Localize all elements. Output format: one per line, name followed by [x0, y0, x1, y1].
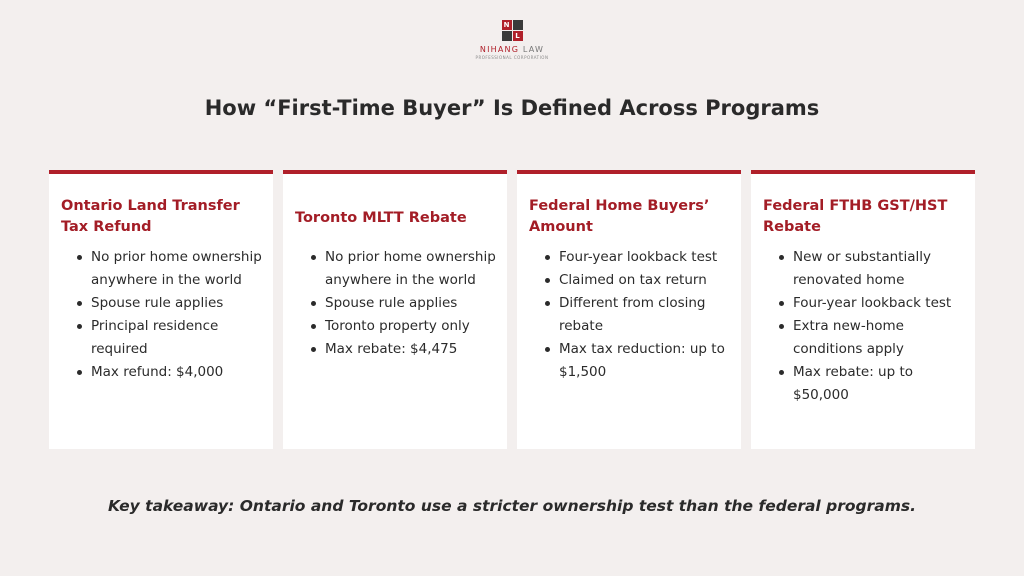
- bullet-item: Different from closing rebate: [545, 292, 731, 338]
- card-title: Federal Home Buyers’ Amount: [529, 198, 710, 235]
- card-title: Toronto MLTT Rebate: [295, 209, 467, 226]
- card-title: Federal FTHB GST/HST Rebate: [763, 198, 948, 235]
- bullet-item: No prior home ownership anywhere in the world: [311, 246, 497, 292]
- bullet-item: Four-year lookback test: [545, 246, 731, 269]
- bullet-item: Claimed on tax return: [545, 269, 731, 292]
- bullet-item: Principal residence required: [77, 315, 263, 361]
- bullet-item: Max rebate: up to $50,000: [779, 361, 965, 407]
- card-title: Ontario Land Transfer Tax Refund: [61, 198, 240, 235]
- logo-mark-cell: [513, 20, 523, 30]
- card-bullets: [529, 246, 731, 384]
- card-federal-fthb-gst-hst-rebate: [751, 170, 975, 449]
- logo-subtitle: PROFESSIONAL CORPORATION: [475, 55, 549, 60]
- bullet-item: Max rebate: $4,475: [311, 338, 497, 361]
- card-toronto-mltt-rebate: [283, 170, 507, 449]
- logo-name: [480, 45, 544, 54]
- logo-name-secondary: LAW: [522, 45, 545, 54]
- page-title: How “First-Time Buyer” Is Defined Across Programs: [204, 96, 820, 120]
- logo-mark-cell: N: [502, 20, 512, 30]
- card-ontario-ltt-refund: [49, 170, 273, 449]
- bullet-item: Toronto property only: [311, 315, 497, 338]
- bullet-item: Max tax reduction: up to $1,500: [545, 338, 731, 384]
- bullet-item: Extra new-home conditions apply: [779, 315, 965, 361]
- logo-mark-cell: L: [513, 31, 523, 41]
- card-bullets: [61, 246, 263, 384]
- bullet-item: Four-year lookback test: [779, 292, 965, 315]
- card-bullets: [295, 246, 497, 361]
- bullet-item: New or substantially renovated home: [779, 246, 965, 292]
- card-bullets: [763, 246, 965, 407]
- program-cards: [49, 170, 975, 449]
- bullet-item: Max refund: $4,000: [77, 361, 263, 384]
- logo-name-primary: NIHANG: [479, 45, 520, 54]
- logo-mark-cell: [502, 31, 512, 41]
- bullet-item: Spouse rule applies: [77, 292, 263, 315]
- bullet-item: No prior home ownership anywhere in the world: [77, 246, 263, 292]
- bullet-item: Spouse rule applies: [311, 292, 497, 315]
- logo-mark-icon: [502, 20, 523, 41]
- card-federal-home-buyers-amount: [517, 170, 741, 449]
- key-takeaway: Key takeaway: Ontario and Toronto use a stricter ownership test than the federal programs.: [107, 497, 916, 515]
- logo: [0, 20, 1024, 60]
